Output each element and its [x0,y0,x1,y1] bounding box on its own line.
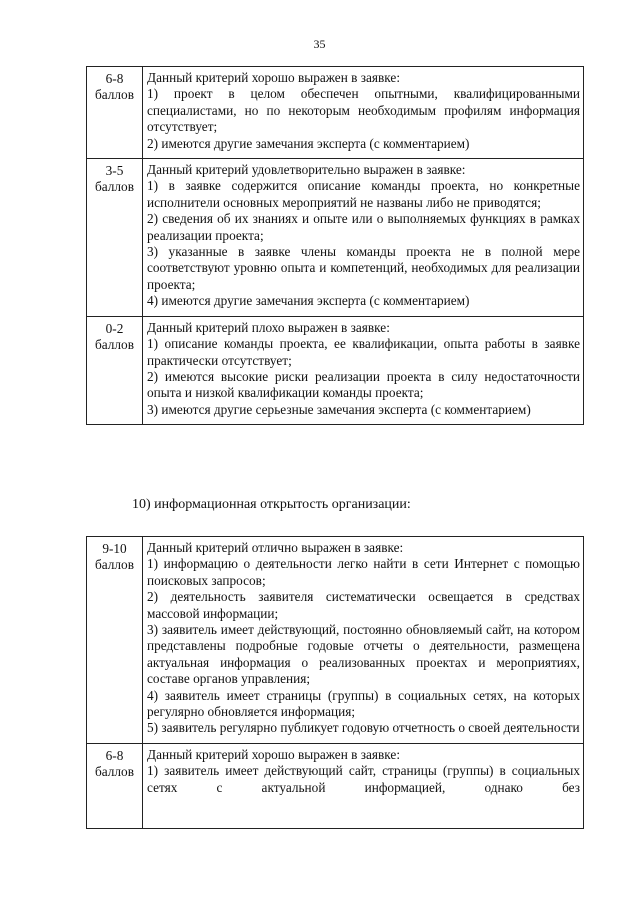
criterion-item: 3) имеются другие серьезные замечания эксперта (с комментарием) [147,401,531,417]
criterion-heading: Данный критерий плохо выражен в заявке: [147,319,390,335]
score-cell [87,743,143,828]
table-row [87,159,584,317]
description-cell [143,743,584,828]
criterion-item: 3) заявитель имеет действующий, постоянно обновляемый сайт, на котором представлены подробные годовые отчеты о деятельности, размещена актуальная информация о реализованных проектах и мероприятиях, составе органов управления; [147,622,580,687]
score-range: 0-2 [105,320,124,336]
description-cell [143,67,584,159]
criterion-item: 2) сведения об их знаниях и опыте или о выполняемых функциях в рамках реализации проекта; [147,211,580,243]
section-heading: 10) информационная открытость организации: [132,497,411,512]
score-unit: баллов [95,87,134,103]
score-range: 6-8 [105,71,124,86]
criterion-heading: Данный критерий хорошо выражен в заявке: [147,746,401,762]
criterion-item: 1) в заявке содержится описание команды проекта, но конкретные исполнители основных мероприятий не названы либо не приводятся; [147,178,580,210]
description-cell [143,316,584,424]
table-row [87,316,584,424]
score-unit: баллов [95,337,134,353]
table-row [87,67,584,159]
criterion-heading: Данный критерий удовлетворительно выражен в заявке: [147,162,466,178]
criterion-item: 5) заявитель регулярно публикует годовую отчетность о своей деятельности [147,720,580,736]
description-cell [143,537,584,744]
criterion-heading: Данный критерий хорошо выражен в заявке: [147,70,401,85]
criterion-item: 1) информацию о деятельности легко найти в сети Интернет с помощью поисковых запросов; [147,556,580,588]
score-range: 6-8 [105,747,124,763]
score-unit: баллов [95,764,134,780]
criterion-item: 2) имеются высокие риски реализации проекта в силу недостаточности опыта и низкой квалификации команды проекта; [147,368,580,401]
criteria-table-openness [86,536,584,829]
criterion-item: 4) заявитель имеет страницы (группы) в социальных сетях, на которых регулярно обновляется информация; [147,687,580,720]
page-number: 35 [313,37,326,51]
table-row [87,743,584,828]
criterion-item: 1) проект в целом обеспечен опытными, квалифицированными специалистами, но по некоторым необходимым профилям информация отсутствует; [147,86,580,135]
score-range: 9-10 [102,541,127,556]
criterion-item: 1) заявитель имеет действующий сайт, страницы (группы) в социальных сетях с актуальной информацией, однако без [147,763,580,795]
score-cell [87,67,143,159]
criterion-heading: Данный критерий отлично выражен в заявке: [147,540,404,555]
criterion-item: 3) указанные в заявке члены команды проекта не в полной мере соответствуют уровню опыта и компетенций, необходимых для реализации проекта; [147,244,580,292]
score-unit: баллов [95,179,134,195]
score-unit: баллов [95,557,134,573]
criteria-table-team [86,66,584,425]
criterion-item: 4) имеются другие замечания эксперта (с комментарием) [147,293,470,309]
criterion-item: 2) имеются другие замечания эксперта (с комментарием) [147,135,470,151]
criterion-item: 2) деятельность заявителя систематически освещается в средствах массовой информации; [147,589,580,621]
score-cell [87,159,143,317]
criterion-item: 1) описание команды проекта, ее квалификации, опыта работы в заявке практически отсутствует; [147,336,580,368]
score-range: 3-5 [105,163,124,179]
score-cell [87,316,143,424]
table-row [87,537,584,744]
score-cell [87,537,143,744]
description-cell [143,159,584,317]
